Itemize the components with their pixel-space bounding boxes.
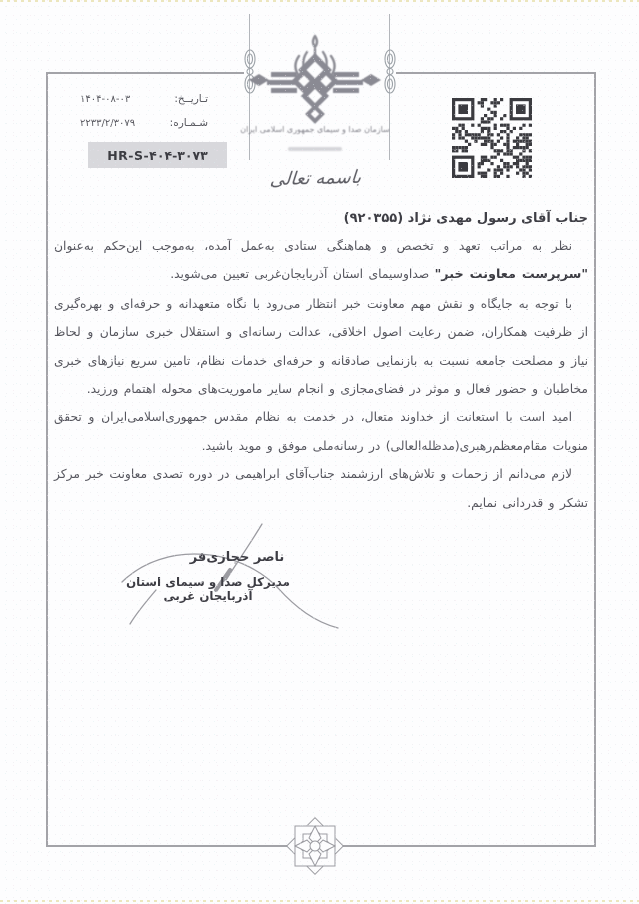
appointment-title-bold: "سرپرست معاونت خبر"	[434, 267, 588, 283]
qr-code	[452, 98, 532, 178]
ref-code-badge: HR-S-۴۰۴-۳۰۷۳	[88, 142, 227, 168]
letter-body	[54, 211, 588, 517]
frame-line-top-left	[46, 72, 244, 74]
paragraph-wishes: امید است با استعانت از خداوند متعال، در خدمت به نظام مقدس جمهوری‌اسلامی‌ایران و تحقق منویات مقام‌معظم‌رهبری(مدظله‌العالی) در رسانه‌ملی موفق و موید باشید.	[54, 410, 588, 453]
letterhead-org-name: سازمان صدا و سیمای جمهوری اسلامی ایران	[240, 125, 390, 134]
bismillah-calligraphy: باسمه تعالی	[269, 166, 363, 191]
frame-line-top-right	[396, 72, 595, 74]
frame-line-right	[594, 72, 596, 847]
letterhead-subtext-illegible	[288, 147, 342, 151]
number-value: ۲۲۳۳/۲/۳۰۷۹	[80, 118, 136, 129]
addressee-line: جناب آقای رسول مهدی نژاد (۹۲۰۳۵۵)	[343, 211, 588, 226]
letterhead-meta	[80, 93, 208, 141]
scan-edge-bottom	[0, 900, 639, 902]
scan-edge-top	[0, 0, 639, 2]
number-label: شـمـاره:	[169, 117, 208, 129]
signatory-title: مدیرکل صدا و سیمای استان آذربایجان غربی	[126, 575, 290, 603]
signatory-name: ناصر حجازی‌فر	[189, 550, 285, 565]
paragraph-text: صداوسیمای استان آذربایجان‌غربی تعیین می‌شوید.	[170, 267, 430, 282]
paragraph-appointment	[54, 232, 588, 290]
frame-line-left	[46, 72, 48, 847]
paragraph-thanks: لازم می‌دانم از زحمات و تلاش‌های ارزشمند جناب‌آقای ابراهیمی در دوره تصدی معاونت خبر مرکز تشکر و قدردانی نمایم.	[54, 467, 588, 510]
irib-logo-icon	[243, 54, 387, 128]
paragraph-expectations: با توجه به جایگاه و نقش مهم معاونت خبر انتظار می‌رود با نگاه متعهدانه و حرفه‌ای و بهره‌گیری از ظرفیت همکاران، ضمن رعایت اصول اخلاقی، عدالت رسانه‌ای و استقلال خبری سازمان و لحاظ نیاز و مصلحت جامعه نسبت به بازنمایی صادقانه و حرفه‌ای خدمات نظام، تامین سریع نیازهای خبری مخاطبان و حضور فعال و موثر در فضای‌مجازی و انجام سایر ماموریت‌های محوله اهتمام ورزید.	[54, 296, 588, 397]
date-label: تـاریــخ:	[174, 93, 208, 105]
paragraph-text: نظر به مراتب تعهد و تخصص و هماهنگی ستادی به‌عمل آمده، به‌موجب این‌حکم به‌عنوان	[54, 239, 572, 253]
bottom-ornament-icon	[283, 813, 347, 883]
date-value: ۱۴۰۴-۰۸-۰۳	[80, 94, 131, 105]
